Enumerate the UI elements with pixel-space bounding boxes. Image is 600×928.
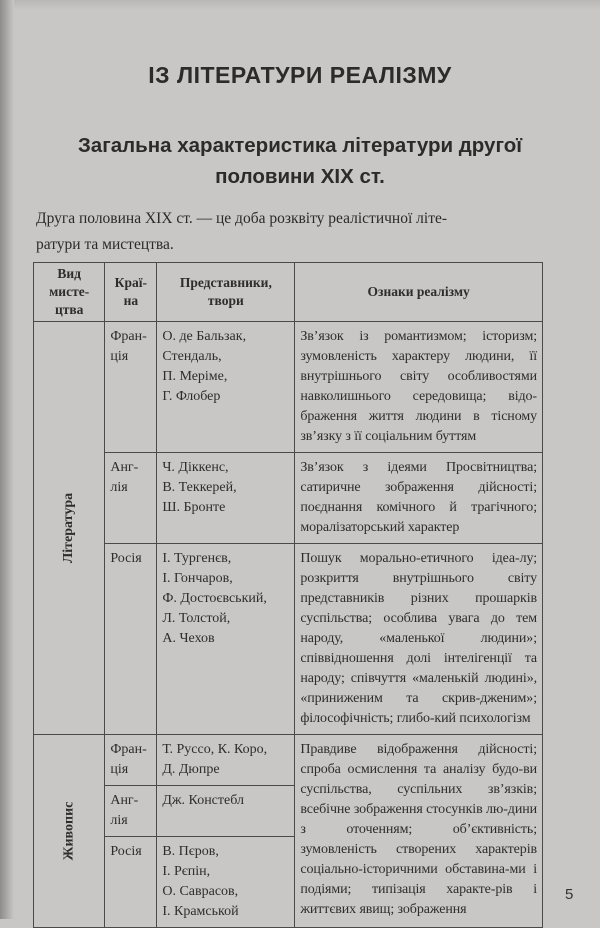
intro-paragraph: Друга половина XIX ст. — це доба розквіту реалістичної літе- ратури та мистецтва. [36,210,448,253]
header-country: Краї- на [105,263,157,322]
table-row [34,322,543,453]
features-cell: Правдиве відображення дійсності; спроба осмислення та аналізу будо-ви суспільства, суспільних зв’язків; всебічне зображення стосунків лю-дини з оточенням; об’єктивність; зумовленість створених характерів соціально-історичними обставина-ми і подіями; типізація характе-рів і життєвих явищ; зображення [295,735,543,928]
country-cell: Фран- ція [105,735,157,786]
country-cell: Анг- лія [105,786,157,837]
table-row [34,544,543,735]
features-cell: Зв’язок з ідеями Просвітництва; сатиричне зображення дійсності; поєднання комічного й трагічного; моралізаторський характер [295,453,543,544]
header-representatives: Представники, твори [157,263,295,322]
features-cell: Пошук морально-етичного ідеа-лу; розкриття внутрішнього світу представників різних прошарків суспільства; особлива увага до тем народу, «маленької людини»; співвідношення долі інтелігенції та народу; співчуття «маленькій людині», «приниженим та скрив-дженим»; філософічність; глибо-кий психологізм [295,544,543,735]
authors-cell: І. Тургенєв, І. Гончаров, Ф. Достоєвський, Л. Толстой, А. Чехов [157,544,295,735]
authors-cell: В. Пєров, І. Рєпін, О. Саврасов, І. Крамськой [157,837,295,928]
authors-cell: Дж. Констебл [157,786,295,837]
country-cell: Росія [105,837,157,928]
art-type-cell [34,322,105,735]
authors-cell: О. де Бальзак, Стендаль, П. Меріме, Г. Флобер [157,322,295,453]
table-row [34,735,543,786]
art-type-cell [34,735,105,928]
authors-cell: Ч. Діккенс, В. Теккерей, Ш. Бронте [157,453,295,544]
page-binding-shadow [0,0,14,919]
art-type-label: Живопис [61,801,77,861]
section-title: ІЗ ЛІТЕРАТУРИ РЕАЛІЗМУ [148,62,452,88]
art-type-label: Література [61,492,77,564]
country-cell: Анг- лія [105,453,157,544]
header-art-type: Вид мисте- цтва [34,263,105,322]
chapter-title: Загальна характеристика літератури другої половини XIX ст. [77,134,523,188]
table-row [34,453,543,544]
realism-table [33,262,543,928]
header-features: Ознаки реалізму [295,263,543,322]
features-cell: Зв’язок із романтизмом; історизм; зумовленість характеру людини, її внутрішнього світу особливостями навколишнього середовища; відо-браження життя людини в тісному зв’язку з її соціальним буттям [295,322,543,453]
country-cell: Фран- ція [105,322,157,453]
page-top-edge [0,0,600,10]
country-cell: Росія [105,544,157,735]
authors-cell: Т. Руссо, К. Коро, Д. Дюпре [157,735,295,786]
page-number: 5 [565,886,574,903]
table-header-row [34,263,543,322]
